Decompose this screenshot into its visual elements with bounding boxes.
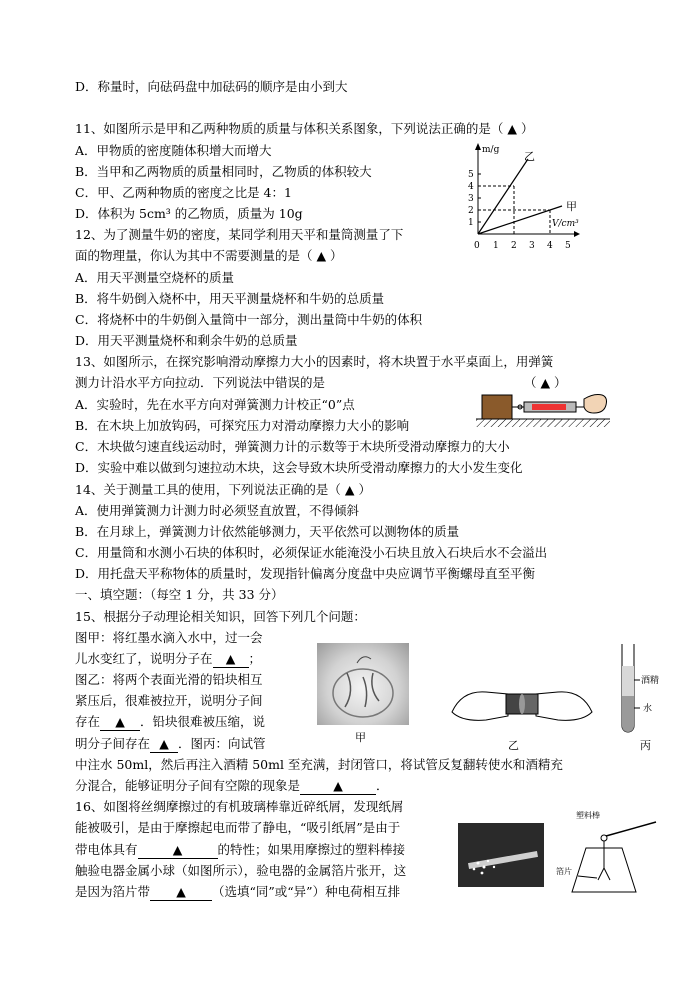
q14-option-a: A．使用弹簧测力计测力时必须竖直放置，不得倾斜 <box>75 503 360 518</box>
test-tube-figure <box>610 640 670 740</box>
question-14: 14、关于测量工具的使用，下列说法正确的是（ ▲ ） <box>75 482 371 497</box>
foil-right <box>604 868 610 880</box>
q11-option-d: D．体积为 5cm³ 的乙物质，质量为 10g <box>75 206 303 221</box>
hand <box>584 395 607 414</box>
spring-scale-indicator <box>532 404 566 410</box>
q15-line-7: 中注水 50ml，然后再注入酒精 50ml 至充满，封闭管口，将试管反复翻转使水和酒精充 <box>75 757 563 772</box>
q15-line-1: 图甲：将红墨水滴入水中，过一会 <box>75 630 263 645</box>
q12-option-c: C．将烧杯中的牛奶倒入量筒中一部分，测出量筒中牛奶的体积 <box>75 312 423 327</box>
beaker-illustration <box>317 643 409 725</box>
x-axis-arrow <box>574 231 580 237</box>
q14-option-d: D．用托盘天平称物体的质量时，发现指针偏离分度盘中央应调节平衡螺母直至平衡 <box>75 566 536 581</box>
label-water: 水 <box>643 704 653 714</box>
question-12-cont: 面的物理量，你认为其中不需要测量的是（ ▲ ） <box>75 248 343 263</box>
q15-line-3: 图乙：将两个表面光滑的铅块相互 <box>75 672 263 687</box>
question-12: 12、为了测量牛奶的密度，某同学利用天平和量筒测量了下 <box>75 227 404 242</box>
ink-in-water-photo <box>317 643 409 725</box>
y-axis-arrow <box>475 143 481 150</box>
question-16: 16、如图将丝绸摩擦过的有机玻璃棒靠近碎纸屑，发现纸屑 <box>75 799 404 814</box>
q11-option-a: A．甲物质的密度随体积增大而增大 <box>75 143 272 158</box>
left-hand <box>452 692 508 721</box>
q12-option-a: A．用天平测量空烧杯的质量 <box>75 270 235 285</box>
q13-option-b: B．在木块上加放钩码，可探究压力对滑动摩擦力大小的影响 <box>75 418 410 433</box>
figure-label-bing: 丙 <box>640 739 651 752</box>
mass-volume-graph <box>462 138 582 262</box>
x-tick-label: 2 <box>511 241 517 251</box>
q13-answer-mark: （ ▲ ） <box>524 375 567 390</box>
q11-option-c: C．甲、乙两种物质的密度之比是 4：1 <box>75 185 292 200</box>
x-axis-label: V/cm³ <box>552 219 579 229</box>
q15-line-2: 儿水变红了，说明分子在 ▲ ； <box>75 651 262 666</box>
q16-line-3: 触验电器金属小球（如图所示），验电器的金属箔片张开，这 <box>75 863 407 878</box>
q13-option-a: A．实验时，先在水平方向对弹簧测力计校正“0”点 <box>75 397 355 412</box>
q15-line-5: 存在 ▲ ．铅块很难被压缩，说 <box>75 714 266 729</box>
question-13-cont: 测力计沿水平方向拉动．下列说法中错误的是 <box>75 375 326 390</box>
x-tick-label: 1 <box>493 241 499 251</box>
label-alcohol: 酒精 <box>641 676 660 686</box>
section-fill-in: 一、填空题：（每空 1 分，共 33 分） <box>75 587 284 602</box>
q13-option-c: C．木块做匀速直线运动时，弹簧测力计的示数等于木块所受滑动摩擦力的大小 <box>75 439 510 454</box>
electroscope-figure <box>556 808 660 898</box>
right-hand <box>536 692 592 721</box>
y-tick-label: 2 <box>468 206 474 216</box>
q16-line-4: 是因为箔片带 ▲ （选填“同”或“异”）种电荷相互排 <box>75 884 401 899</box>
alcohol-layer <box>622 666 634 696</box>
q12-option-d: D．用天平测量烧杯和剩余牛奶的总质量 <box>75 333 298 348</box>
figure-label-jia: 甲 <box>355 731 366 744</box>
question-11: 11、如图所示是甲和乙两种物质的质量与体积关系图象，下列说法正确的是（ ▲ ） <box>75 121 534 136</box>
q11-option-b: B．当甲和乙两物质的质量相同时，乙物质的体积较大 <box>75 164 372 179</box>
question-13: 13、如图所示，在探究影响滑动摩擦力大小的因素时，将木块置于水平桌面上，用弹簧 <box>75 354 554 369</box>
x-tick-label: 0 <box>474 241 480 251</box>
line-yi <box>478 159 528 234</box>
q14-option-b: B．在月球上，弹簧测力计依然能够测力，天平依然可以测物体的质量 <box>75 524 460 539</box>
q16-line-1: 能被吸引，是由于摩擦起电而带了静电，“吸引纸屑”是由于 <box>75 820 401 835</box>
y-tick-label: 1 <box>468 218 474 228</box>
answer-blank[interactable]: ▲ <box>150 884 212 901</box>
label-yi: 乙 <box>524 150 535 163</box>
y-axis-label: m/g <box>482 145 500 155</box>
foil-pointer <box>578 876 597 878</box>
q15-line-8: 分混合，能够证明分子间有空隙的现象是 ▲ ． <box>75 778 389 793</box>
paper-scraps-photo <box>458 823 544 887</box>
y-tick-label: 5 <box>468 170 474 180</box>
friction-experiment-figure <box>476 385 610 429</box>
q12-option-b: B．将牛奶倒入烧杯中，用天平测量烧杯和牛奶的总质量 <box>75 291 385 306</box>
y-tick-label: 4 <box>468 182 474 192</box>
y-tick-label: 3 <box>468 194 474 204</box>
metal-ball <box>601 835 607 841</box>
figure-label-yi: 乙 <box>508 739 519 752</box>
x-tick-label: 4 <box>547 241 553 251</box>
label-jia: 甲 <box>566 200 577 213</box>
q15-line-6: 明分子间存在 ▲ ．图丙：向试管 <box>75 736 266 751</box>
table-surface <box>476 419 610 427</box>
water-layer <box>622 696 634 732</box>
plastic-rod <box>606 822 656 836</box>
q15-line-4: 紧压后，很难被拉开，说明分子间 <box>75 693 263 708</box>
contact-surface <box>519 694 525 714</box>
label-plastic-rod: 塑料棒 <box>576 811 600 820</box>
rod-scraps-illustration <box>458 823 544 887</box>
q13-option-d: D．实验中难以做到匀速拉动木块，这会导致木块所受滑动摩擦力的大小发生变化 <box>75 460 523 475</box>
wooden-block <box>482 395 512 419</box>
answer-blank[interactable]: ▲ <box>150 736 178 753</box>
x-tick-label: 3 <box>529 241 535 251</box>
answer-blank[interactable]: ▲ <box>138 842 218 859</box>
label-foil: 箔片 <box>556 867 572 876</box>
foil-left <box>598 868 604 880</box>
option-d-prev: D．称量时，向砝码盘中加砝码的顺序是由小到大 <box>75 79 348 94</box>
q16-line-2: 带电体具有 ▲ 的特性；如果用摩擦过的塑料棒接 <box>75 842 406 857</box>
answer-blank[interactable]: ▲ <box>100 714 140 731</box>
x-tick-label: 5 <box>565 241 571 251</box>
question-15: 15、根据分子动理论相关知识，回答下列几个问题： <box>75 609 366 624</box>
lead-blocks-figure <box>448 672 596 732</box>
q14-option-c: C．用量筒和水测小石块的体积时，必须保证水能淹没小石块且放入石块后水不会溢出 <box>75 545 548 560</box>
answer-blank[interactable]: ▲ <box>300 778 376 795</box>
answer-blank[interactable]: ▲ <box>213 651 249 668</box>
